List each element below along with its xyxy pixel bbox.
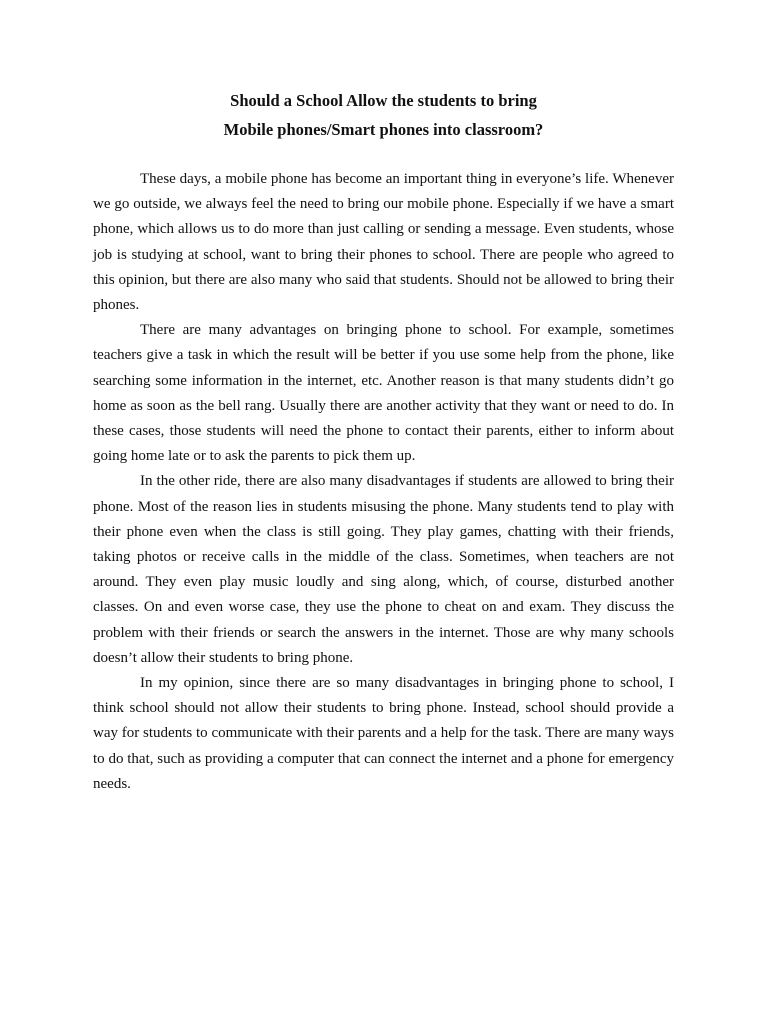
title-line-2: Mobile phones/Smart phones into classroom? <box>223 120 544 139</box>
paragraph-2: There are many advantages on bringing phone to school. For example, sometimes teachers give a task in which the result will be better if you use some help from the phone, like searching some information in the internet, etc. Another reason is that many students didn’t go home as soon as the bell rang. Usually there are another activity that they want or need to do. In these cases, those students will need the phone to contact their parents, either to inform about going home late or to ask the parents to pick them up. <box>93 322 674 465</box>
paragraph-3: In the other ride, there are also many disadvantages if students are allowed to bring their phone. Most of the reason lies in students misusing the phone. Many students tend to play with their phone even when the class is still going. They play games, chatting with their friends, taking photos or receive calls in the middle of the class. Sometimes, when teachers are not around. They even play music loudly and sing along, which, of course, disturbed another classes. On and even worse case, they use the phone to cheat on and exam. They discuss the problem with their friends or search the answers in the internet. Those are why many schools doesn’t allow their students to bring phone. <box>93 473 674 666</box>
paragraph-4: In my opinion, since there are so many disadvantages in bringing phone to school, I think school should not allow their students to bring phone. Instead, school should provide a way for students to communicate with their parents and a help for the task. There are many ways to do that, such as providing a computer that can connect the internet and a phone for emergency needs. <box>93 675 674 792</box>
document-body <box>93 167 674 797</box>
paragraph-1: These days, a mobile phone has become an important thing in everyone’s life. Whenever we go outside, we always feel the need to bring our mobile phone. Especially if we have a smart phone, which allows us to do more than just calling or sending a message. Even students, whose job is studying at school, want to bring their phones to school. There are people who agreed to this opinion, but there are also many who said that students. Should not be allowed to bring their phones. <box>93 171 674 314</box>
document-page <box>93 86 674 797</box>
document-title <box>93 86 674 144</box>
title-line-1: Should a School Allow the students to bring <box>230 91 537 110</box>
